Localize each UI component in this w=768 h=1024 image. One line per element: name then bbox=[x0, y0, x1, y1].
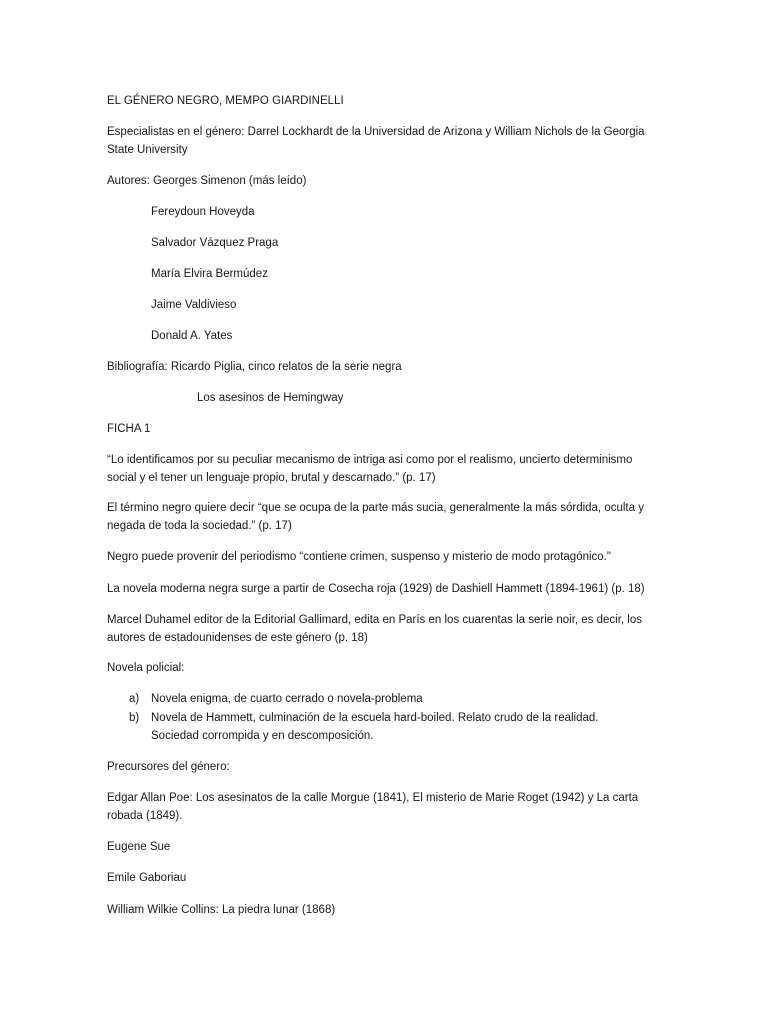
autor-item: Jaime Valdivieso bbox=[151, 299, 237, 311]
bibliografia-item: Los asesinos de Hemingway bbox=[197, 392, 344, 404]
body-paragraph: Marcel Duhamel editor de la Editorial Gallimard, edita en París en los cuarentas la serie noir, es decir, los autores de estadounidenses de este género (p. 18) bbox=[107, 614, 643, 644]
body-paragraph: La novela moderna negra surge a partir de Cosecha roja (1929) de Dashiell Hammett (1894-1961) (p. 18) bbox=[107, 583, 645, 595]
body-paragraph: El término negro quiere decir “que se ocupa de la parte más sucia, generalmente la más sórdida, oculta y negada de toda la sociedad.” (p. 17) bbox=[107, 502, 644, 532]
body-paragraph: Negro puede provenir del periodismo “contiene crimen, suspenso y misterio de modo protagónico." bbox=[107, 551, 611, 563]
ficha-heading: FICHA 1 bbox=[107, 423, 151, 435]
body-paragraph: “Lo identificamos por su peculiar mecanismo de intriga asi como por el realismo, uncierto determinismo social y el tener un lenguaje propio, brutal y descarnado.” (p. 17) bbox=[107, 454, 633, 484]
precursor-paragraph: Emile Gaboriau bbox=[107, 872, 187, 884]
precursores-label: Precursores del género: bbox=[107, 761, 230, 773]
list-marker: a) bbox=[129, 693, 140, 705]
autores-label: Autores: Georges Simenon (más leído) bbox=[107, 175, 307, 187]
autor-item: Fereydoun Hoveyda bbox=[151, 206, 255, 218]
especialistas-paragraph: Especialistas en el género: Darrel Lockhardt de la Universidad de Arizona y William Nichols de la Georgia State University bbox=[107, 126, 645, 156]
list-item-text: Novela de Hammett, culminación de la escuela hard-boiled. Relato crudo de la realidad. Sociedad corrompida y en descomposición. bbox=[151, 712, 599, 742]
list-item-text: Novela enigma, de cuarto cerrado o novela-problema bbox=[151, 693, 423, 705]
autor-item: Donald A. Yates bbox=[151, 330, 233, 342]
bibliografia-paragraph: Bibliografía: Ricardo Piglia, cinco relatos de la serie negra bbox=[107, 361, 402, 373]
precursor-paragraph: Eugene Sue bbox=[107, 841, 171, 853]
document-title: EL GÉNERO NEGRO, MEMPO GIARDINELLI bbox=[107, 95, 344, 107]
autor-item: María Elvira Bermúdez bbox=[151, 268, 268, 280]
precursor-paragraph: William Wilkie Collins: La piedra lunar (1868) bbox=[107, 904, 336, 916]
novela-policial-label: Novela policial: bbox=[107, 662, 185, 674]
list-marker: b) bbox=[129, 712, 140, 724]
precursor-paragraph: Edgar Allan Poe: Los asesinatos de la calle Morgue (1841), El misterio de Marie Roget (1942) y La carta robada (1849). bbox=[107, 792, 639, 822]
autor-item: Salvador Vázquez Praga bbox=[151, 237, 279, 249]
